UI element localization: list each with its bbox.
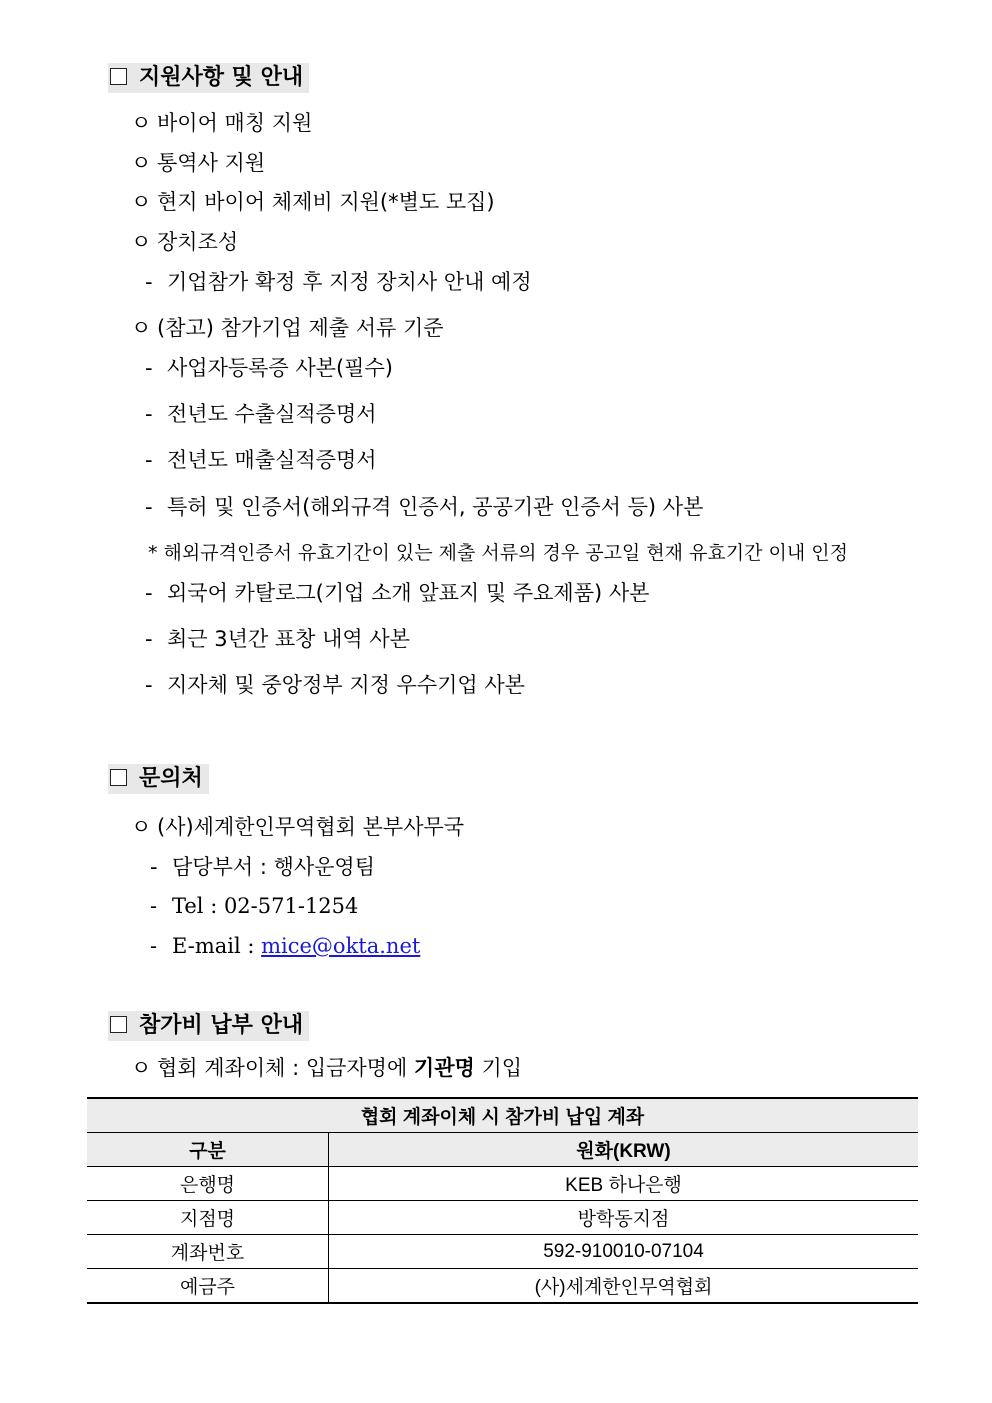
- doc-item: - 전년도 매출실적증명서: [145, 448, 377, 472]
- table-header-row: [87, 1133, 918, 1167]
- doc-item: - 전년도 수출실적증명서: [145, 402, 377, 426]
- section-heading-support: 지원사항 및 안내: [108, 63, 309, 93]
- table-cell-value: (사)세계한인무역협회: [329, 1269, 919, 1304]
- account-table: [87, 1097, 918, 1304]
- section-heading-contact: 문의처: [108, 764, 209, 794]
- doc-item: - 최근 3년간 표창 내역 사본: [145, 627, 410, 651]
- table-cell-label: 지점명: [87, 1201, 329, 1235]
- contact-org: ㅇ (사)세계한인무역협회 본부사무국: [131, 815, 465, 839]
- table-title: 협회 계좌이체 시 참가비 납입 계좌: [87, 1098, 918, 1133]
- table-cell-value: 592-910010-07104: [329, 1235, 919, 1269]
- checkbox-square-icon: [110, 68, 127, 85]
- table-cell-value: KEB 하나은행: [329, 1167, 919, 1201]
- table-row: [87, 1269, 918, 1304]
- contact-email: - E-mail : mice@okta.net: [150, 934, 421, 958]
- table-cell-label: 예금주: [87, 1269, 329, 1304]
- contact-tel: - Tel : 02-571-1254: [150, 894, 359, 918]
- table-cell-value: 방학동지점: [329, 1201, 919, 1235]
- table-title-row: [87, 1098, 918, 1133]
- table-row: [87, 1235, 918, 1269]
- support-item: ㅇ 통역사 지원: [131, 151, 266, 175]
- docs-note: * 해외규격인증서 유효기간이 있는 제출 서류의 경우 공고일 현재 유효기간 이내 인정: [148, 542, 848, 564]
- table-row: [87, 1167, 918, 1201]
- table-cell-label: 은행명: [87, 1167, 329, 1201]
- table-cell-label: 계좌번호: [87, 1235, 329, 1269]
- checkbox-square-icon: [110, 769, 127, 786]
- section-heading-payment: 참가비 납부 안내: [108, 1011, 309, 1041]
- doc-item: - 특허 및 인증서(해외규격 인증서, 공공기관 인증서 등) 사본: [145, 495, 704, 519]
- support-item: ㅇ 바이어 매칭 지원: [131, 111, 313, 135]
- booth-detail: - 기업참가 확정 후 지정 장치사 안내 예정: [145, 270, 532, 294]
- contact-dept: - 담당부서 : 행사운영팀: [150, 855, 375, 879]
- checkbox-square-icon: [110, 1016, 127, 1033]
- payment-line: ㅇ 협회 계좌이체 : 입금자명에 기관명 기입: [131, 1056, 523, 1080]
- doc-item: - 지자체 및 중앙정부 지정 우수기업 사본: [145, 673, 525, 697]
- table-header-category: 구분: [87, 1133, 329, 1167]
- payment-emphasis: 기관명: [413, 1056, 475, 1080]
- email-link[interactable]: mice@okta.net: [261, 934, 421, 958]
- support-item: ㅇ 장치조성: [131, 230, 239, 254]
- table-row: [87, 1201, 918, 1235]
- docs-title: ㅇ (참고) 참가기업 제출 서류 기준: [131, 316, 444, 340]
- table-header-krw: 원화(KRW): [329, 1133, 919, 1167]
- doc-item: - 사업자등록증 사본(필수): [145, 356, 393, 380]
- support-item: ㅇ 현지 바이어 체제비 지원(*별도 모집): [131, 190, 495, 214]
- doc-item: - 외국어 카탈로그(기업 소개 앞표지 및 주요제품) 사본: [145, 581, 650, 605]
